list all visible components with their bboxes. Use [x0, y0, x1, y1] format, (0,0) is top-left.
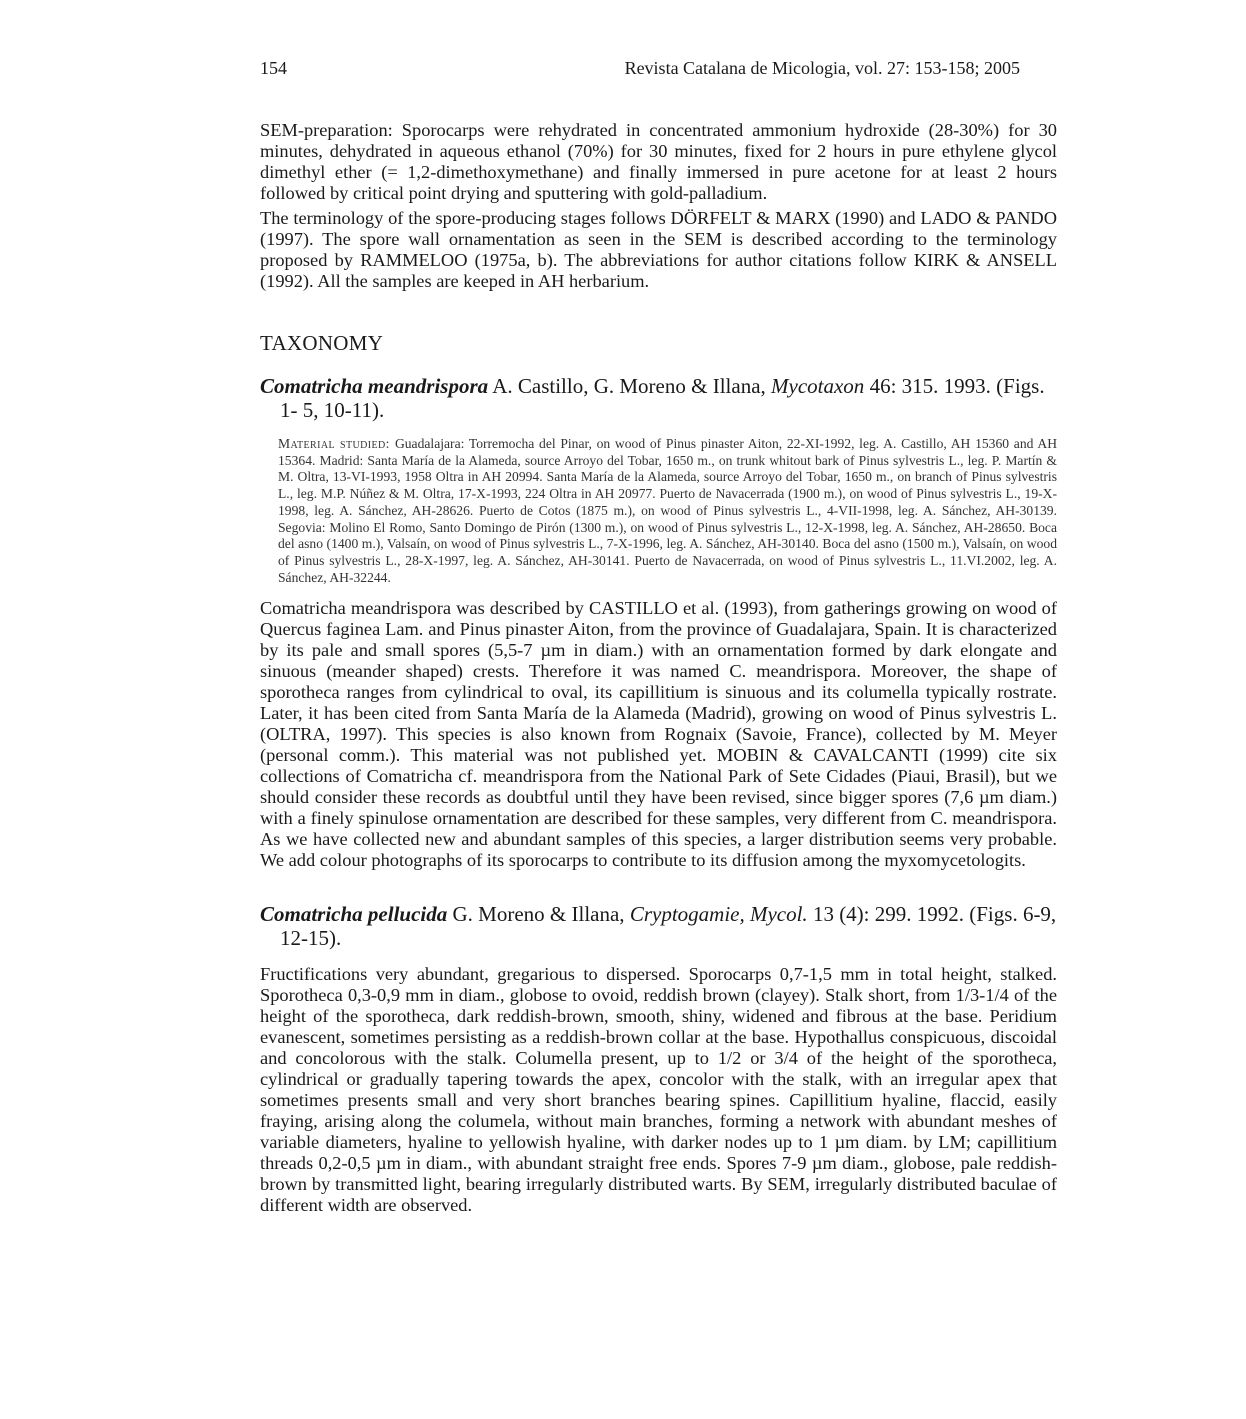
species-journal: Cryptogamie, Mycol. [629, 902, 808, 927]
species-name: Comatricha meandrispora [260, 374, 489, 398]
material-studied-label: Material studied: [278, 436, 395, 451]
species-citation: 13 (4): 299. 1992. (Figs. 6-9, 12-15). [280, 902, 1057, 951]
material-studied [278, 436, 1057, 586]
description-paragraph: Fructifications very abundant, gregarious to dispersed. Sporocarps 0,7-1,5 mm in total height, stalked. Sporotheca 0,3-0,9 mm in diam., globose to ovoid, reddish brown (clayey). Stalk short, from 1/3-1/4 of the height of the sporotheca, dark reddish-brown, smooth, shiny, widened and fibrous at the base. Peridium evanescent, sometimes persisting as a reddish-brown collar at the base. Hypothallus conspicuous, discoidal and concolorous with the stalk. Columella present, up to 1/2 or 3/4 of the height of the sporotheca, cylindrical or gradually tapering towards the apex, concolor with the stalk, with an irregular apex that sometimes presents small and very short branches bearing spines. Capillitium hyaline, flaccid, easily fraying, arising along the columela, without main branches, forming a network with abundant meshes of variable diameters, hyaline to yellowish hyaline, with darker nodes up to 1 µm diam. by LM; capillitium threads 0,2-0,5 µm in diam., with abundant straight free ends. Spores 7-9 µm diam., globose, pale reddish-brown by transmitted light, bearing irregularly distributed warts. By SEM, irregularly distributed baculae of different width are observed. [260, 964, 1057, 1216]
sem-preparation-paragraph: SEM-preparation: Sporocarps were rehydrated in concentrated ammonium hydroxide (28-30%) for 30 minutes, dehydrated in aqueous ethanol (70%) for 30 minutes, fixed for 2 hours in pure ethylene glycol dimethyl ether (= 1,2-dimethoxymethane) and finally immersed in pure acetone for at least 2 hours followed by critical point drying and sputtering with gold-palladium. [260, 120, 1057, 203]
main-text-column [260, 120, 1057, 1216]
species-name: Comatricha pellucida [260, 902, 448, 927]
running-header [260, 58, 1020, 82]
terminology-paragraph: The terminology of the spore-producing stages follows DÖRFELT & MARX (1990) and LADO & PANDO (1997). The spore wall ornamentation as seen in the SEM is described according to the terminology proposed by RAMMELOO (1975a, b). The abbreviations for author citations follow KIRK & ANSELL (1992). All the samples are keeped in AH herbarium. [260, 208, 1057, 291]
journal-citation: Revista Catalana de Micologia, vol. 27: 153-158; 2005 [624, 58, 1020, 78]
species-authors: G. Moreno & Illana, [447, 902, 630, 927]
species-citation: 46: 315. 1993. (Figs. 1- 5, 10-11). [280, 374, 1045, 422]
discussion-paragraph: Comatricha meandrispora was described by CASTILLO et al. (1993), from gatherings growing on wood of Quercus faginea Lam. and Pinus pinaster Aiton, from the province of Guadalajara, Spain. It is characterized by its pale and small spores (5,5-7 µm in diam.) with an ornamentation formed by dark elongate and sinuous (meander shaped) crests. Therefore it was named C. meandrispora. Moreover, the shape of sporotheca ranges from cylindrical to oval, its capillitium is sinuous and its columella typically rostrate. Later, it has been cited from Santa María de la Alameda (Madrid), growing on wood of Pinus sylvestris L. (OLTRA, 1997). This species is also known from Rognaix (Savoie, France), collected by M. Meyer (personal comm.). This material was not published yet. MOBIN & CAVALCANTI (1999) cite six collections of Comatricha cf. meandrispora from the National Park of Sete Cidades (Piaui, Brasil), but we should consider these records as doubtful until they have been revised, since bigger spores (7,6 µm diam.) with a finely spinulose ornamentation are described for these samples, very different from C. meandrispora. As we have collected new and abundant samples of this species, a larger distribution seems very probable. We add colour photographs of its sporocarps to contribute to its diffusion among the myxomycetologits. [260, 598, 1057, 871]
species-heading-meandrispora [260, 374, 1057, 422]
species-authors: A. Castillo, G. Moreno & Illana, [488, 374, 772, 398]
species-journal: Mycotaxon [771, 374, 865, 398]
species-heading-pellucida [260, 902, 1057, 950]
section-heading-taxonomy: TAXONOMY [260, 331, 384, 355]
material-studied-text: Guadalajara: Torremocha del Pinar, on wood of Pinus pinaster Aiton, 22-XI-1992, leg. A. Castillo, AH 15360 and AH 15364. Madrid: Santa María de la Alameda, source Arroyo del Tobar, 1650 m., on trunk whitout bark of Pinus sylvestris L., leg. P. Martín & M. Oltra, 13-VI-1993, 1958 Oltra in AH 20994. Santa María de la Alameda, source Arroyo del Tobar, 1650 m., on branch of Pinus sylvestris L., leg. M.P. Núñez & M. Oltra, 17-X-1993, 224 Oltra in AH 20977. Puerto de Navacerrada (1900 m.), on wood of Pinus sylvestris L., 19-X-1998, leg. A. Sánchez, AH-28626. Puerto de Cotos (1875 m.), on wood of Pinus sylvestris L., 4-VII-1998, leg. A. Sánchez, AH-30139. Segovia: Molino El Romo, Santo Domingo de Pirón (1300 m.), on wood of Pinus sylvestris L., 12-X-1998, leg. A. Sánchez, AH-28650. Boca del asno (1400 m.), Valsaín, on wood of Pinus sylvestris L., 7-X-1996, leg. A. Sánchez, AH-30140. Boca del asno (1500 m.), Valsaín, on wood of Pinus sylvestris L., 28-X-1997, leg. A. Sánchez, AH-30141. Puerto de Navacerrada, on wood of Pinus sylvestris L., 11.VI.2002, leg. A. Sánchez, AH-32244. [278, 436, 1058, 585]
page-number: 154 [260, 58, 287, 78]
